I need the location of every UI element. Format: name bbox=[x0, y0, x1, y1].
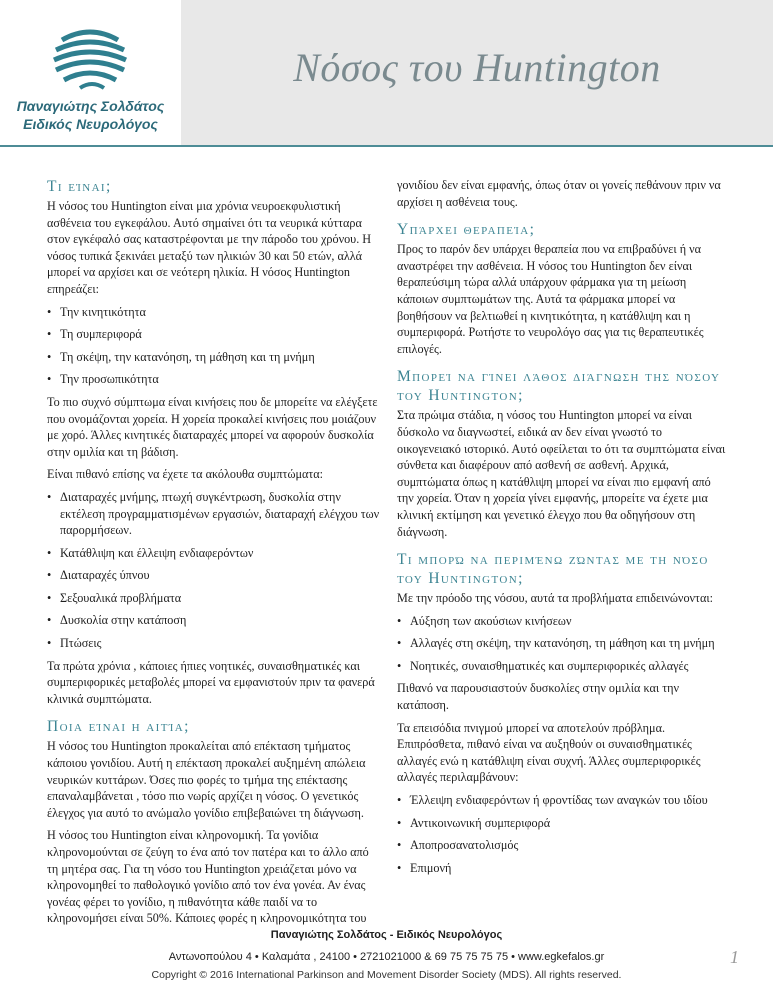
paragraph: Πιθανό να παρουσιαστούν δυσκολίες στην ομιλία και την κατάποση. bbox=[397, 681, 679, 713]
paragraph: Με την πρόοδο της νόσου, αυτά τα προβλήματα επιδεινώνονται: bbox=[397, 591, 713, 606]
list-item: • Αύξηση των ακούσιων κινήσεων bbox=[397, 613, 727, 630]
list-item: • Την προσωπικότητα bbox=[47, 371, 380, 388]
list-item: • Σεξουαλικά προβλήματα bbox=[47, 590, 380, 607]
list-item: • Τη συμπεριφορά bbox=[47, 326, 380, 343]
list-item: • Αλλαγές στη σκέψη, την κατανόηση, τη μάθηση και τη μνήμη bbox=[397, 635, 727, 652]
header-divider bbox=[0, 145, 773, 147]
list-item: • Τη σκέψη, την κατανόηση, τη μάθηση και τη μνήμη bbox=[47, 349, 380, 366]
progression-list bbox=[397, 613, 727, 675]
list-item: • Κατάθλιψη και έλλειψη ενδιαφερόντων bbox=[47, 545, 380, 562]
title-panel bbox=[181, 0, 773, 145]
footer-contact: Αντωνοπούλου 4 • Καλαμάτα , 24100 • 2721021000 & 69 75 75 75 75 • www.egkefalos.gr bbox=[168, 951, 605, 963]
footer-copyright: Copyright © 2016 International Parkinson and Movement Disorder Society (MDS). All rights reserved. bbox=[151, 969, 622, 981]
paragraph: Η νόσος του Huntington προκαλείται από επέκταση τμήματος κάποιου γονιδίου. Αυτή η επέκταση προκαλεί αυξημένη απώλεια νευρικών κυττάρων. Όσες πιο φορές το τμήμα της επέκτασης επαναλαμβάνεται , τόσο πιο νωρίς αρχίζει η νόσος. Ο γενετικός έλεγχος για αυτό το ανώμαλο γονίδιο επιβεβαιώνει τη διάγνωση. bbox=[47, 739, 366, 820]
section-heading-what-is: Τι είναι; bbox=[47, 178, 112, 195]
logo-name: Παναγιώτης Σολδάτος bbox=[16, 98, 165, 114]
list-item: • Δυσκολία στην κατάποση bbox=[47, 612, 380, 629]
footer-name: Παναγιώτης Σολδάτος - Ειδικός Νευρολόγος bbox=[270, 929, 503, 941]
behavior-list bbox=[397, 792, 727, 876]
section-heading-living-with: Τι μπορώ να περιμένω ζώντας με τη νόσο του Huntington; bbox=[397, 551, 709, 588]
paragraph: Τα πρώτα χρόνια , κάποιες ήπιες νοητικές, συναισθηματικές και συμπεριφορικές μεταβολές μπορεί να εμφανιστούν πριν τα φανερά κλινικά συμπτώματα. bbox=[47, 658, 375, 706]
list-item: • Αντικοινωνική συμπεριφορά bbox=[397, 815, 727, 832]
logo-panel bbox=[0, 0, 181, 145]
list-item: • Έλλειψη ενδιαφερόντων ή φροντίδας των αναγκών του ιδίου bbox=[397, 792, 727, 809]
paragraph: Το πιο συχνό σύμπτωμα είναι κινήσεις που δε μπορείτε να ελέγξετε που ονομάζονται χορεία. Η χορεία προκαλεί κινήσεις που μοιάζουν με χορό. Άλλες κινητικές διαταραχές μπορεί να αφορούν δυσκολία στην ομιλία και τη βάδιση. bbox=[47, 394, 378, 459]
list-item: • Διαταραχές ύπνου bbox=[47, 567, 380, 584]
paragraph: Η νόσος του Huntington είναι μια χρόνια νευροεκφυλιστική ασθένεια του εγκεφάλου. Αυτό σημαίνει ότι τα νευρικά κύτταρα στον εγκέφαλό σας καταστρέφονται με την πάροδο του χρόνου. Η νόσος τυπικά ξεκινάει μεταξύ των ηλικιών 30 και 50 ετών, αλλά μπορεί να αρχίσει και σε νεότερη ηλικία. Η νόσος Huntington επηρεάζει: bbox=[47, 199, 372, 296]
list-item: • Νοητικές, συναισθηματικές και συμπεριφορικές αλλαγές bbox=[397, 658, 727, 675]
page-footer bbox=[0, 928, 773, 983]
paragraph: Είναι πιθανό επίσης να έχετε τα ακόλουθα συμπτώματα: bbox=[47, 467, 324, 482]
paragraph: γονιδίου δεν είναι εμφανής, όπως όταν οι γονείς πεθάνουν πριν να αρχίσει η ασθένεια τους. bbox=[397, 178, 721, 209]
document-title: Νόσος του Huntington bbox=[293, 45, 661, 90]
paragraph: Η νόσος του Huntington είναι κληρονομική. Τα γονίδια κληρονομούνται σε ζεύγη το ένα από τον πατέρα και το άλλο από τη μητέρα σας. Για τη νόσο του Huntington χρειάζεται μόνο να κληρονομηθεί το παθολογικό γονίδιο από τον ένα γονέα. Αν ένας γονέας φέρει το γονίδιο, η πιθανότητα κάθε παιδί να το κληρονομήσει είναι 50%. Κάποιες φορές η κληρονομικότητα του bbox=[47, 828, 369, 926]
affected-list bbox=[47, 304, 380, 388]
section-heading-treatment: Υπάρχει θεραπεία; bbox=[397, 221, 536, 239]
page-header bbox=[0, 0, 773, 145]
list-item: • Αποπροσανατολισμός bbox=[397, 837, 727, 854]
paragraph: Στα πρώιμα στάδια, η νόσος του Huntington μπορεί να είναι δύσκολο να διαγνωστεί, ειδικά αν δεν είναι γνωστό το οικογενειακό ιστορικό. Αυτό οφείλεται το ότι τα συμπτώματα είναι σύνθετα και διαφέρουν από ασθενή σε ασθενή. Αρχικά, συμπτώματα όπως η κατάθλιψη μπορεί να είναι πιο εμφανή από την χορεία. Όταν η χορεία γίνει εμφανής, μπορείτε να έχετε μια κλινική εκτίμηση και γενετικό έλεγχο που θα οδηγήσουν στη διάγνωση. bbox=[397, 408, 726, 539]
brain-logo-icon bbox=[52, 26, 128, 90]
list-item: • Την κινητικότητα bbox=[47, 304, 380, 321]
paragraph: Προς το παρόν δεν υπάρχει θεραπεία που να επιβραδύνει ή να αναστρέφει την ασθένεια. Η νόσος του Huntington δεν είναι θεραπεύσιμη τώρα αλλά υπάρχουν φάρμακα για τη μείωση κάποιων συμπτωμάτων της. Αυτά τα φάρμακα μπορεί να βοηθήσουν να βελτιωθεί η κινητικότητα, η κατάθλιψη και η συμπεριφορά. Ρωτήστε το νευρολόγο σας για τις θεραπευτικές επιλογές. bbox=[397, 242, 704, 356]
page-number: 1 bbox=[730, 947, 739, 967]
symptoms-list bbox=[47, 489, 380, 652]
list-item: • Επιμονή bbox=[397, 860, 727, 877]
section-heading-cause: Ποια είναι η αιτία; bbox=[47, 718, 190, 736]
paragraph: Τα επεισόδια πνιγμού μπορεί να αποτελούν πρόβλημα. Επιπρόσθετα, πιθανό είναι να αυξηθούν οι συναισθηματικές αλλαγές ενώ η κατάθλιψη είναι συχνή. Άλλες συμπεριφορικές αλλαγές περιλαμβάνουν: bbox=[397, 720, 701, 785]
list-item: • Πτώσεις bbox=[47, 635, 380, 652]
list-item: • Διαταραχές μνήμης, πτωχή συγκέντρωση, δυσκολία στην εκτέλεση προγραμματισμένων εργασιών, διαταραχή ελέγχου των παρορμήσεων. bbox=[47, 489, 380, 539]
right-column bbox=[397, 177, 727, 882]
left-column bbox=[47, 177, 380, 933]
section-heading-misdiagnosis: Μπορεί να γίνει λάθος διάγνωση της νόσου του Huntington; bbox=[397, 368, 721, 405]
logo-subtitle: Ειδικός Νευρολόγος bbox=[23, 116, 158, 132]
